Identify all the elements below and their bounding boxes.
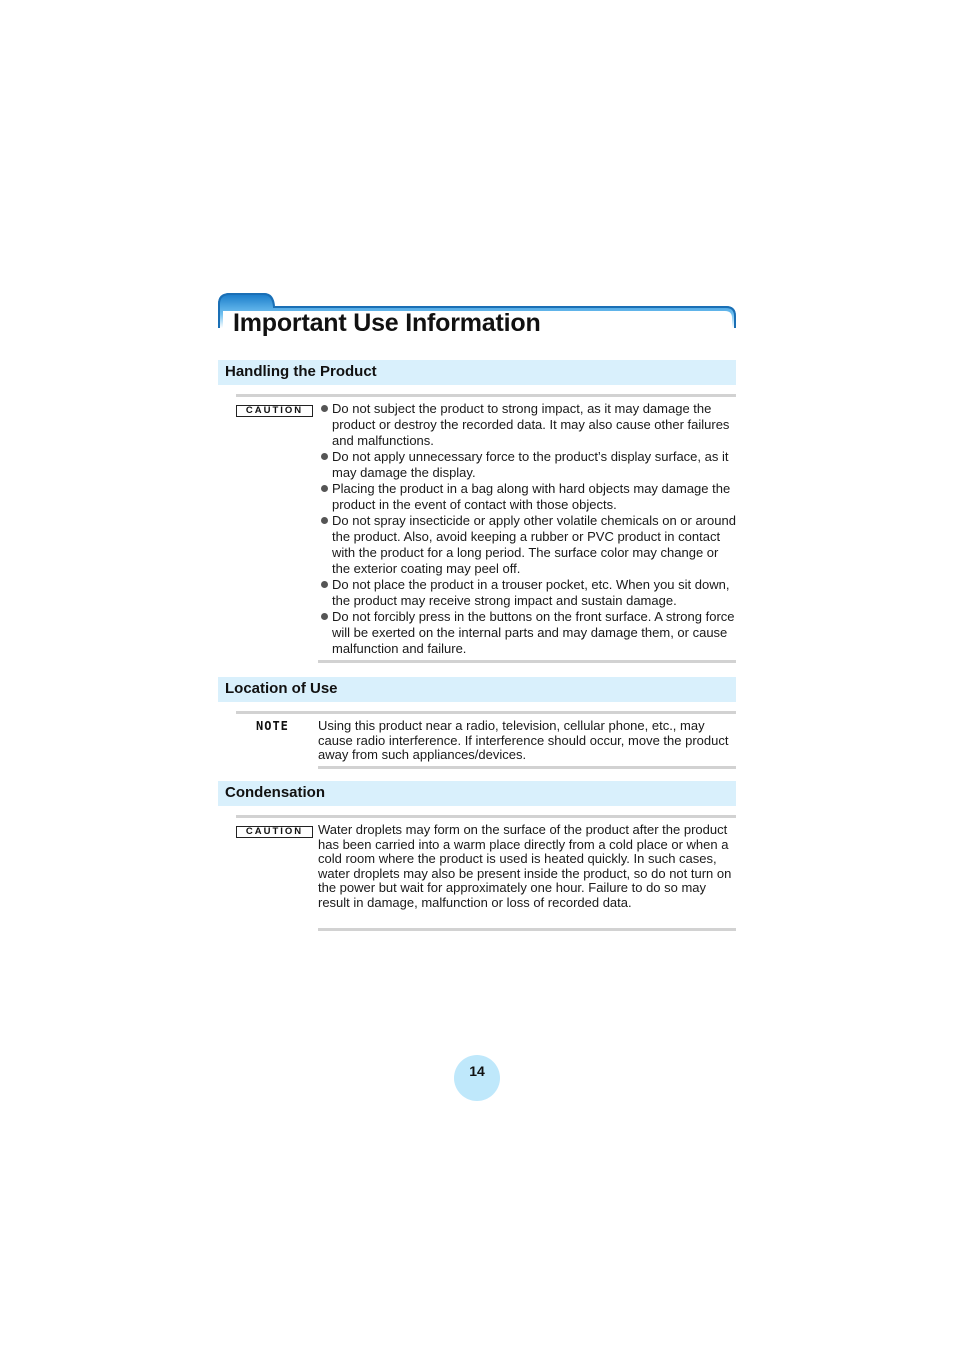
caution-badge: CAUTION xyxy=(236,405,313,417)
list-item: Do not apply unnecessary force to the product’s display surface, as it may damage the display. xyxy=(320,449,736,481)
divider xyxy=(318,766,736,769)
divider xyxy=(318,660,736,663)
section-heading-condensation: Condensation xyxy=(218,781,736,806)
page-header xyxy=(218,292,736,338)
bullet-icon xyxy=(321,613,328,620)
divider xyxy=(318,928,736,931)
caution-list xyxy=(320,401,736,657)
list-item: Do not place the product in a trouser pocket, etc. When you sit down, the product may receive strong impact and sustain damage. xyxy=(320,577,736,609)
caution-badge: CAUTION xyxy=(236,826,313,838)
note-text: Using this product near a radio, television, cellular phone, etc., may cause radio interference. If interference should occur, move the product away from such appliances/devices. xyxy=(318,718,729,762)
list-item: Do not subject the product to strong impact, as it may damage the product or destroy the recorded data. It may also cause other failures and malfunctions. xyxy=(320,401,736,449)
divider xyxy=(236,711,736,714)
page-title: Important Use Information xyxy=(233,309,541,337)
bullet-icon xyxy=(321,581,328,588)
bullet-icon xyxy=(321,453,328,460)
page-number: 14 xyxy=(454,1055,500,1101)
note-badge: NOTE xyxy=(256,719,289,733)
bullet-icon xyxy=(321,405,328,412)
caution-text: Water droplets may form on the surface of the product after the product has been carried into a warm place directly from a cold place or when a cold room where the product is used is heated quickly. In such cases, water droplets may also be present inside the product, so do not turn on the power but wait for approximately one hour. Failure to do so may result in damage, malfunction or loss of recorded data. xyxy=(318,822,732,910)
bullet-icon xyxy=(321,517,328,524)
list-item: Do not spray insecticide or apply other volatile chemicals on or around the product. Also, avoid keeping a rubber or PVC product in contact with the product for a long period. The surface color may change or the exterior coating may peel off. xyxy=(320,513,736,577)
bullet-icon xyxy=(321,485,328,492)
list-item: Placing the product in a bag along with hard objects may damage the product in the event of contact with those objects. xyxy=(320,481,736,513)
divider xyxy=(236,394,736,397)
list-item: Do not forcibly press in the buttons on the front surface. A strong force will be exerted on the internal parts and may damage them, or cause malfunction and failure. xyxy=(320,609,736,657)
section-heading-location: Location of Use xyxy=(218,677,736,702)
divider xyxy=(236,815,736,818)
section-heading-handling: Handling the Product xyxy=(218,360,736,385)
